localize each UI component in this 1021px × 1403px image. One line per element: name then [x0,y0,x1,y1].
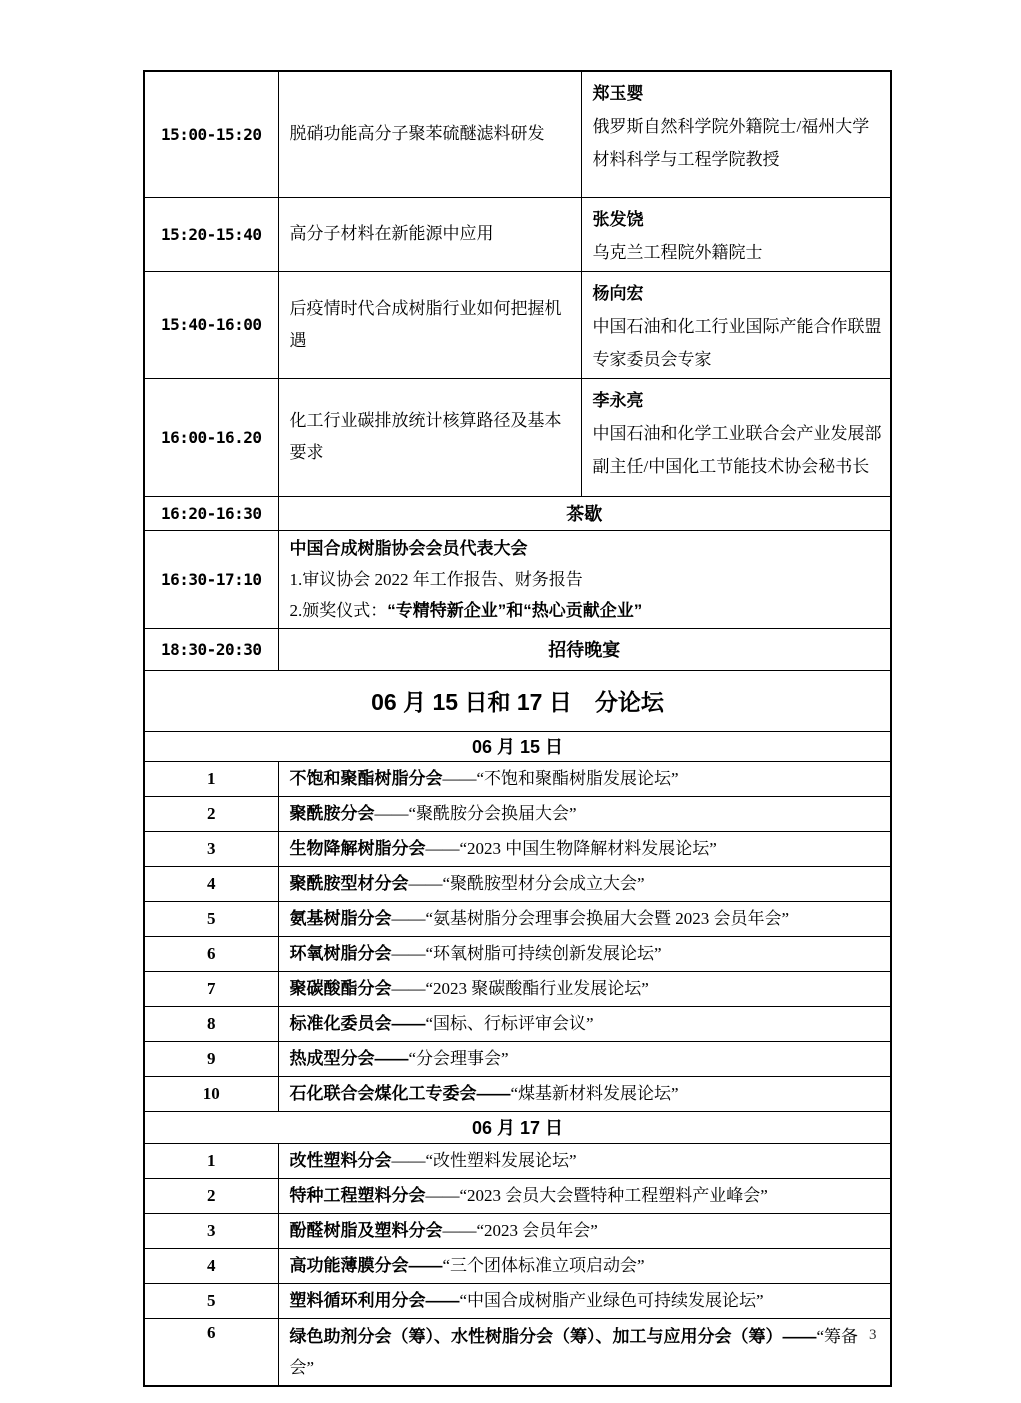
forum-number: 3 [144,1213,278,1248]
banquet-row [144,628,891,670]
speaker-cell [581,271,891,378]
speaker-name: 郑玉婴 [592,84,644,103]
forum-row [144,1006,891,1041]
forum-row [144,971,891,1006]
forum-event-name: ——“氨基树脂分会理事会换届大会暨 2023 会员年会” [391,908,790,928]
forum-row [144,901,891,936]
forum-branch-name: 聚酰胺分会 [289,803,375,823]
forum-cell [278,1318,891,1386]
time-cell: 18:30-20:30 [144,628,278,670]
forum-row [144,761,891,796]
forum-cell [278,1283,891,1318]
forum-number: 2 [144,1178,278,1213]
forum-number: 1 [144,1143,278,1178]
forum-branch-name: 绿色助剂分会（筹）、水性树脂分会（筹）、加工与应用分会（筹）—— [289,1326,817,1346]
congress-item-1: 1.审议协会 2022 年工作报告、财务报告 [289,569,583,589]
forum-cell [278,866,891,901]
forum-branch-name: 生物降解树脂分会 [289,838,426,858]
topic-cell: 后疫情时代合成树脂行业如何把握机遇 [278,271,581,378]
member-congress-row [144,530,891,628]
forum-number: 5 [144,1283,278,1318]
forum-event-name: ——“2023 中国生物降解材料发展论坛” [425,838,717,858]
forum-row [144,831,891,866]
forum-cell [278,1006,891,1041]
time-cell: 16:30-17:10 [144,530,278,628]
forum-event-name: “筹备会” [289,1326,859,1377]
forum-number: 2 [144,796,278,831]
congress-item-2-awards: “专精特新企业”和“热心贡献企业” [387,600,643,620]
forum-branch-name: 环氧树脂分会 [289,943,392,963]
forum-event-name: ——“2023 聚碳酸酯行业发展论坛” [391,978,649,998]
forum-branch-name: 高功能薄膜分会—— [289,1255,443,1275]
forum-event-name: ——“2023 会员年会” [442,1220,598,1240]
forum-row [144,1283,891,1318]
forum-row [144,1178,891,1213]
speaker-affiliation: 中国石油和化学工业联合会产业发展部副主任/中国化工节能技术协会秘书长 [592,423,882,476]
congress-item-2-prefix: 2.颁奖仪式： [289,600,388,620]
forum-cell [278,1143,891,1178]
schedule-row [144,378,891,496]
forum-event-name: ——“环氧树脂可持续创新发展论坛” [391,943,662,963]
forum-row [144,1076,891,1111]
forum-event-name: ——“聚酰胺型材分会成立大会” [408,873,645,893]
forum-event-name: “分会理事会” [408,1048,509,1068]
congress-title: 中国合成树脂协会会员代表大会 [289,538,528,558]
forum-number: 6 [144,936,278,971]
forum-branch-name: 塑料循环利用分会—— [289,1290,460,1310]
forum-cell [278,761,891,796]
speaker-name: 张发饶 [592,209,644,229]
forum-cell [278,936,891,971]
time-cell: 16:00-16.20 [144,378,278,496]
speaker-cell [581,71,891,197]
forum-cell [278,901,891,936]
forum-branch-name: 改性塑料分会 [289,1150,392,1170]
topic-cell: 高分子材料在新能源中应用 [278,197,581,271]
forum-cell [278,1041,891,1076]
forum-cell [278,971,891,1006]
schedule-row [144,271,891,378]
time-cell: 15:00-15:20 [144,71,278,197]
forum-branch-name: 特种工程塑料分会 [289,1185,426,1205]
congress-item-2 [290,595,883,626]
forum-event-name: ——“聚酰胺分会换届大会” [374,803,577,823]
forum-cell [278,1076,891,1111]
forum-event-name: ——“改性塑料发展论坛” [391,1150,577,1170]
speaker-cell [581,197,891,271]
speaker-name: 杨向宏 [592,283,644,303]
forum-branch-name: 石化联合会煤化工专委会—— [289,1083,511,1103]
forum-row [144,1213,891,1248]
forum-number: 3 [144,831,278,866]
forum-branch-name: 酚醛树脂及塑料分会 [289,1220,443,1240]
forum-cell [278,831,891,866]
forum-event-name: “三个团体标准立项启动会” [442,1255,645,1275]
forum-number: 7 [144,971,278,1006]
forum-event-name: “煤基新材料发展论坛” [510,1083,679,1103]
forum-branch-name: 聚碳酸酯分会 [289,978,392,998]
day2-header-row [144,1111,891,1143]
forum-number: 6 [144,1318,278,1386]
schedule-row [144,71,891,197]
day1-header: 06 月 15 日 [144,731,891,761]
topic-cell: 化工行业碳排放统计核算路径及基本要求 [278,378,581,496]
forum-event-name: ——“2023 会员大会暨特种工程塑料产业峰会” [425,1185,768,1205]
subforums-title: 06 月 15 日和 17 日 分论坛 [144,670,891,731]
forum-number: 4 [144,866,278,901]
speaker-name: 李永亮 [592,390,644,410]
forum-number: 8 [144,1006,278,1041]
forum-cell [278,1248,891,1283]
forum-cell [278,796,891,831]
forum-row [144,1143,891,1178]
day1-header-row [144,731,891,761]
tea-break-label: 茶歇 [278,496,891,530]
tea-break-row [144,496,891,530]
forum-number: 10 [144,1076,278,1111]
speaker-affiliation: 乌克兰工程院外籍院士 [592,242,763,262]
time-cell: 15:40-16:00 [144,271,278,378]
member-congress-cell [278,530,891,628]
forum-cell [278,1213,891,1248]
forum-row [144,936,891,971]
forum-branch-name: 聚酰胺型材分会 [289,873,409,893]
forum-row [144,1041,891,1076]
forum-event-name: “中国合成树脂产业绿色可持续发展论坛” [459,1290,764,1310]
conference-agenda-table [143,70,892,1387]
forum-row [144,866,891,901]
forum-branch-name: 不饱和聚酯树脂分会 [289,768,443,788]
speaker-cell [581,378,891,496]
topic-cell: 脱硝功能高分子聚苯硫醚滤料研发 [278,71,581,197]
forum-number: 4 [144,1248,278,1283]
forum-number: 1 [144,761,278,796]
forum-row [144,796,891,831]
forum-event-name: “国标、行标评审会议” [425,1013,594,1033]
forum-branch-name: 氨基树脂分会 [289,908,392,928]
forum-row [144,1318,891,1386]
time-cell: 15:20-15:40 [144,197,278,271]
forum-number: 5 [144,901,278,936]
forum-row [144,1248,891,1283]
forum-branch-name: 标准化委员会—— [289,1013,426,1033]
forum-number: 9 [144,1041,278,1076]
page-number: 3 [869,1327,877,1343]
speaker-affiliation: 中国石油和化工行业国际产能合作联盟专家委员会专家 [592,316,882,369]
day2-header: 06 月 17 日 [144,1111,891,1143]
forum-cell [278,1178,891,1213]
time-cell: 16:20-16:30 [144,496,278,530]
subforums-title-row [144,670,891,731]
banquet-label: 招待晚宴 [278,628,891,670]
speaker-affiliation: 俄罗斯自然科学院外籍院士/福州大学材料科学与工程学院教授 [592,117,870,169]
schedule-row [144,197,891,271]
forum-branch-name: 热成型分会—— [289,1048,409,1068]
forum-event-name: ——“不饱和聚酯树脂发展论坛” [442,768,679,788]
